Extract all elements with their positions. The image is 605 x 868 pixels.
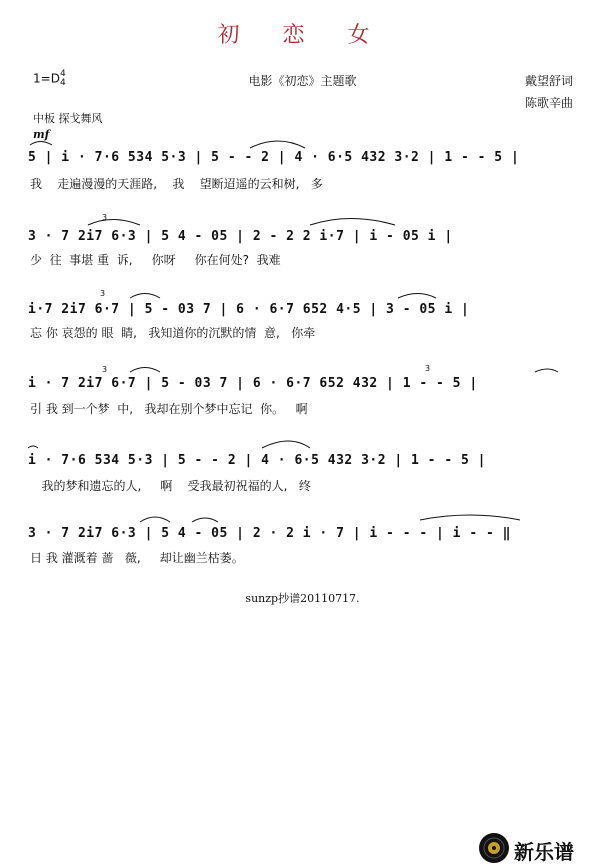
lyrics-row-6: 日 我 灌溉着 蔷 薇, 却让幽兰枯萎。 [30,551,244,565]
slur [130,368,160,373]
slur [420,515,520,520]
slur [30,142,52,146]
notation-row-1: 5 | i · 7·6 534 5·3 | 5 - - 2 | 4 · 6·5 432 3·2 | 1 - - 5 | [28,150,520,165]
slur [192,518,218,522]
key-text: 1=D [33,71,60,86]
notation-row-6: 3 · 7 2i7 6·3 | 5 4 - 05 | 2 · 2 i · 7 | i - - - | i - - ‖ [28,526,511,541]
slur [250,141,305,148]
site-logo: 新乐谱 [514,840,574,864]
slur [28,446,38,448]
lyrics-row-5: 我的梦和遗忘的人, 啊 受我最初祝福的人, 终 [30,479,311,493]
lyrics-row-4: 引 我 到一个梦 中, 我却在别个梦中忘记 你。 啊 [30,402,308,416]
lyrics-row-1: 我 走遍漫漫的天涯路, 我 望断迢遥的云和树, 多 [30,177,323,191]
slur [140,517,170,522]
tempo-marking: 中板 探戈舞风 [33,112,103,125]
song-title: 初 恋 女 [217,23,388,48]
transcriber-note: sunzp抄谱20110717. [245,592,360,605]
notation-row-4: i · 7 2i7 6·7 | 5 - 03 7 | 6 · 6·7 652 432 | 1 - - 5 | [28,376,478,391]
slur [262,441,310,448]
slur [310,219,395,226]
lyrics-row-3: 忘 你 哀怨的 眼 睛, 我知道你的沉默的情 意, 你牵 [30,326,316,340]
slur [88,220,140,226]
composer: 陈歌辛曲 [524,96,573,110]
notation-row-2: 3 · 7 2i7 6·3 | 5 4 - 05 | 2 - 2 2 i·7 | i - 05 i | [28,229,453,244]
lyricist: 戴望舒词 [524,74,573,88]
slur [130,294,160,299]
notation-row-3: i·7 2i7 6·7 | 5 - 03 7 | 6 · 6·7 652 4·5 | 3 - 05 i | [28,302,470,317]
triplet-mark: 3 [102,365,108,374]
time-top: 4 [59,69,66,79]
triplet-mark: 3 [100,289,106,298]
slur [535,369,558,372]
dynamic-marking: mf [33,128,50,141]
slur [398,294,436,299]
notation-row-5: i · 7·6 534 5·3 | 5 - - 2 | 4 · 6·5 432 3·2 | 1 - - 5 | [28,453,486,468]
triplet-mark: 3 [425,364,431,373]
lyrics-row-2: 少 往 事堪 重 诉, 你呀 你在何处? 我难 [30,253,281,267]
time-bottom: 4 [59,78,66,88]
vinyl-record-icon [478,832,510,864]
triplet-mark: 3 [102,213,108,222]
subtitle: 电影《初恋》主题歌 [248,74,357,88]
